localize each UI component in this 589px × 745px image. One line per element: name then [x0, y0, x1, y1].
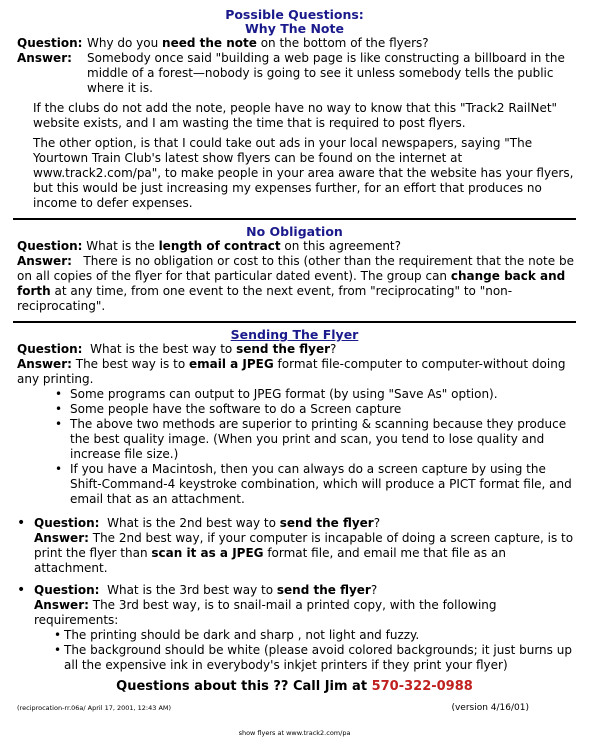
question-text-bold: send the flyer — [236, 342, 331, 356]
answer-text: Somebody once said "building a web page is like constructing a billboard in the middle of a forest—nobody is going to see it unless somebody tells the public where it is. — [87, 51, 565, 95]
section-no-obligation — [0, 225, 589, 314]
question-text-post: on this agreement? — [280, 239, 402, 253]
paragraph: If the clubs do not add the note, people have no way to know that this "Track2 RailNet" website exists, and I am wasting the time that is required to post flyers. — [33, 101, 558, 130]
question-text-pre: What is the 2nd best way to — [107, 516, 280, 530]
section-title — [0, 328, 589, 342]
qa-body — [34, 516, 575, 576]
answer-row — [0, 51, 589, 96]
question-row — [34, 583, 575, 598]
section-sending-the-flyer — [0, 328, 589, 673]
footer-version: (version 4/16/01) — [451, 703, 529, 713]
question-text-bold: length of contract — [158, 239, 281, 253]
footer-url: show flyers at www.track2.com/pa — [238, 729, 351, 737]
answer-row — [0, 254, 589, 314]
question-label: Question: — [17, 239, 83, 253]
question-text — [90, 342, 336, 356]
answer-text-bold: scan it as a JPEG — [151, 546, 264, 560]
question-row — [34, 516, 575, 531]
answer-label: Answer: — [34, 598, 89, 612]
footer-filename: (reciprocation-rr.06a/ April 17, 2001, 12:43 AM) — [17, 704, 172, 712]
answer-text-bold: change back and forth — [17, 269, 566, 298]
answer-text-pre: The best way is to — [71, 357, 189, 371]
bullet-list — [0, 628, 589, 673]
bullet-list — [0, 387, 589, 507]
section-title-link[interactable]: Sending The Flyer — [230, 327, 359, 342]
question-label: Question: — [17, 342, 83, 356]
answer-row — [34, 598, 575, 628]
section-subtitle: Why The Note — [245, 21, 344, 36]
question-text-bold: need the note — [162, 36, 257, 50]
question-text-post: ? — [373, 516, 381, 530]
section-title-link: No Obligation — [246, 224, 343, 239]
question-text-pre: What is the — [86, 239, 159, 253]
question-text — [87, 36, 575, 51]
question-text-post: ? — [330, 342, 337, 356]
qa-body — [34, 583, 575, 628]
question-text-post: on the bottom of the flyers? — [256, 36, 429, 50]
bulleted-qa — [0, 583, 589, 628]
answer-text — [17, 254, 574, 313]
question-row — [0, 36, 589, 51]
list-item: • Some people have the software to do a Screen capture — [70, 402, 575, 417]
footer — [0, 704, 589, 712]
answer-label: Answer: — [17, 51, 72, 65]
answer-text-post: format file-computer to computer-without doing any printing. — [17, 357, 566, 386]
question-text-bold: send the flyer — [276, 583, 371, 597]
contact-text: Questions about this ?? Call Jim at — [116, 679, 372, 694]
answer-text-bold: email a JPEG — [189, 357, 274, 371]
question-label: Question: — [34, 516, 100, 530]
question-text-pre: Why do you — [87, 36, 163, 50]
divider — [13, 218, 576, 220]
answer-text-post: at any time, from one event to the next event, from "reciprocating" to "non-reciprocating". — [17, 284, 513, 313]
question-text-pre: What is the best way to — [90, 342, 237, 356]
list-item: • Some programs can output to JPEG format (by using "Save As" option). — [70, 387, 575, 402]
list-item: • The printing should be dark and sharp , not light and fuzzy. — [64, 628, 575, 643]
contact-line — [0, 679, 589, 694]
answer-text-post: format file, and email me that file as an attachment. — [34, 546, 506, 575]
list-item: • If you have a Macintosh, then you can always do a screen capture by using the Shift-Command-4 keystroke combination, which will produce a PICT format file, and email that as an attachment. — [70, 462, 575, 507]
section-title: Possible Questions: — [225, 7, 364, 22]
phone-number[interactable]: 570-322-0988 — [371, 679, 473, 694]
answer-text-pre: There is no obligation or cost to this (other than the requirement that the note be on all copies of the flyer for that particular dated event). The group can — [17, 254, 574, 283]
question-label: Question: — [17, 36, 83, 50]
bulleted-qa — [0, 516, 589, 576]
divider — [13, 321, 576, 323]
list-item: • The above two methods are superior to printing & scanning because they produce the best quality image. (When you print and scan, you tend to lose quality and increase file size.) — [70, 417, 575, 462]
question-text-bold: send the flyer — [279, 516, 374, 530]
question-text-post: ? — [370, 583, 378, 597]
question-text — [86, 239, 401, 253]
bullet-dot: • — [17, 582, 26, 598]
section-title — [0, 225, 589, 239]
answer-label: Answer: — [17, 357, 72, 371]
answer-row — [0, 357, 589, 387]
answer-row — [34, 531, 575, 576]
question-row — [0, 239, 589, 254]
question-text-pre: What is the 3rd best way to — [107, 583, 277, 597]
question-row — [0, 342, 589, 357]
answer-text: The 3rd best way, is to snail-mail a printed copy, with the following requirements: — [34, 598, 497, 627]
answer-label: Answer: — [34, 531, 89, 545]
answer-label: Answer: — [17, 254, 72, 268]
question-label: Question: — [34, 583, 100, 597]
section-why-the-note — [0, 8, 589, 211]
paragraph: The other option, is that I could take out ads in your local newspapers, saying "The Yourtown Train Club's latest show flyers can be found on the internet at www.track2.com/pa", to make people in your area aware that the website has your flyers, but this would be just increasing my expenses further, for an effort that produces no income to defer expenses. — [33, 136, 574, 210]
answer-text-pre: The 2nd best way, if your computer is incapable of doing a screen capture, is to print the flyer than — [34, 531, 574, 560]
bullet-dot: • — [17, 515, 26, 531]
list-item: • The background should be white (please avoid colored backgrounds; it just burns up all the expensive ink in everybody's inkjet printers if they print your flyer) — [64, 643, 575, 673]
